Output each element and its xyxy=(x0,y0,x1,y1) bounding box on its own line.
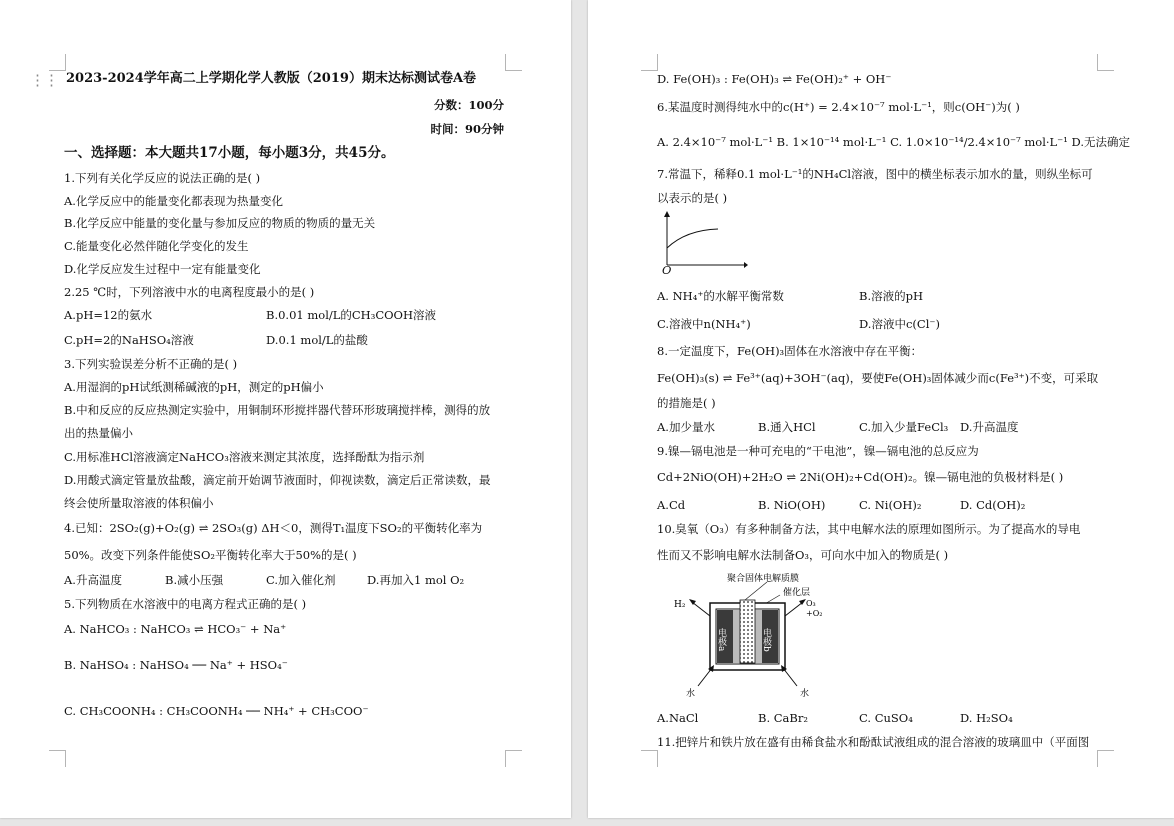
question-3: 3.下列实验误差分析不正确的是( ) xyxy=(64,357,238,371)
option-line: C.用标准HCl溶液滴定NaHCO₃溶液来测定其浓度，选择酚酞为指示剂 xyxy=(64,450,425,464)
time-label: 时间：90分钟 xyxy=(430,122,504,136)
graph-origin-label: O xyxy=(662,263,672,277)
h2-outlet xyxy=(692,602,710,616)
dilution-graph xyxy=(658,210,748,276)
o2-label: +O₂ xyxy=(806,609,823,618)
option-b: B.0.01 mol/L的CH₃COOH溶液 xyxy=(266,308,437,322)
option-c: C. Ni(OH)₂ xyxy=(859,498,922,512)
water-label-left: 水 xyxy=(686,689,696,699)
margin-corner-mark xyxy=(641,750,658,767)
option-line: B.化学反应中能量的变化量与参加反应的物质的物质的量无关 xyxy=(64,216,376,230)
option-d: D.再加入1 mol O₂ xyxy=(367,573,465,587)
option-c: C.溶液中n(NH₄⁺) xyxy=(657,317,751,331)
drag-handle-icon[interactable]: ⋮⋮ xyxy=(30,71,58,89)
margin-corner-mark xyxy=(1097,54,1114,71)
option-b: B.通入HCl xyxy=(758,420,816,434)
document-page-2 xyxy=(588,0,1174,818)
catalyst-layer-left xyxy=(733,610,740,663)
question-7-cont: 以表示的是( ) xyxy=(657,191,728,205)
option-b: B.减小压强 xyxy=(165,573,224,587)
option-b: B. NaHSO₄ : NaHSO₄ ── Na⁺ + HSO₄⁻ xyxy=(64,658,288,672)
option-d: D. H₂SO₄ xyxy=(960,711,1013,725)
electrolysis-diagram xyxy=(670,568,840,704)
document-page-1 xyxy=(0,0,571,818)
trend-curve xyxy=(667,229,718,248)
question-5: 5.下列物质在水溶液中的电离方程式正确的是( ) xyxy=(64,597,307,611)
option-line: B.中和反应的反应热测定实验中，用铜制环形搅拌器代替环形玻璃搅拌棒，测得的放 xyxy=(64,403,491,417)
option-c: C.加入催化剂 xyxy=(266,573,336,587)
o3-outlet xyxy=(785,602,803,616)
question-7: 7.常温下，稀释0.1 mol·L⁻¹的NH₄Cl溶液，图中的横坐标表示加水的量，则纵坐标可 xyxy=(657,167,1093,181)
water-inlet-left xyxy=(698,668,712,686)
h2-label: H₂ xyxy=(674,600,686,610)
margin-corner-mark xyxy=(505,54,522,71)
question-6-options: A. 2.4×10⁻⁷ mol·L⁻¹ B. 1×10⁻¹⁴ mol·L⁻¹ C. 1.0×10⁻¹⁴/2.4×10⁻⁷ mol·L⁻¹ D.无法确定 xyxy=(657,135,1130,149)
margin-corner-mark xyxy=(1097,750,1114,767)
question-4-cont: 50%。改变下列条件能使SO₂平衡转化率大于50%的是( ) xyxy=(64,548,357,562)
question-10-cont: 性而又不影响电解水法制备O₃，可向水中加入的物质是( ) xyxy=(657,548,949,562)
question-4: 4.已知：2SO₂(g)+O₂(g) ⇌ 2SO₃(g) ΔH＜0，测得T₁温度下SO₂的平衡转化率为 xyxy=(64,521,483,535)
question-2: 2.25 ℃时，下列溶液中水的电离程度最小的是( ) xyxy=(64,285,315,299)
option-line: 出的热量偏小 xyxy=(64,426,133,440)
electrode-b-label: 电极b xyxy=(761,628,771,652)
water-label-right: 水 xyxy=(800,689,810,699)
question-8-cont: 的措施是( ) xyxy=(657,396,716,410)
margin-corner-mark xyxy=(505,750,522,767)
option-a: A.pH=12的氨水 xyxy=(64,308,153,322)
option-a: A.加少量水 xyxy=(657,420,715,434)
option-line: D.用酸式滴定管量放盐酸，滴定前开始调节液面时，仰视读数，滴定后正常读数，最 xyxy=(64,473,491,487)
option-c: C. CH₃COONH₄ : CH₃COONH₄ ── NH₄⁺ + CH₃COO⁻ xyxy=(64,704,369,718)
polymer-membrane xyxy=(740,600,755,663)
option-d: D.溶液中c(Cl⁻) xyxy=(859,317,940,331)
option-d: D. Cd(OH)₂ xyxy=(960,498,1026,512)
option-b: B. CaBr₂ xyxy=(758,711,808,725)
margin-corner-mark xyxy=(49,54,66,71)
option-line: C.能量变化必然伴随化学变化的发生 xyxy=(64,239,249,253)
question-1: 1.下列有关化学反应的说法正确的是( ) xyxy=(64,171,261,185)
option-line: A.用湿润的pH试纸测稀碱液的pH，测定的pH偏小 xyxy=(64,380,324,394)
question-8: 8.一定温度下，Fe(OH)₃固体在水溶液中存在平衡： xyxy=(657,344,923,358)
option-d: D.0.1 mol/L的盐酸 xyxy=(266,333,368,347)
question-8-equation: Fe(OH)₃(s) ⇌ Fe³⁺(aq)+3OH⁻(aq)，要使Fe(OH)₃固体减少而c(Fe³⁺)不变，可采取 xyxy=(657,371,1099,385)
question-9: 9.镍—镉电池是一种可充电的“干电池”，镍—镉电池的总反应为 xyxy=(657,444,979,458)
option-line: A.化学反应中的能量变化都表现为热量变化 xyxy=(64,194,283,208)
option-a: A.NaCl xyxy=(657,711,699,725)
question-10: 10.臭氧（O₃）有多种制备方法，其中电解水法的原理如图所示。为了提高水的导电 xyxy=(657,522,1081,536)
option-c: C.加入少量FeCl₃ xyxy=(859,420,949,434)
option-d: D. Fe(OH)₃ : Fe(OH)₃ ⇌ Fe(OH)₂⁺ + OH⁻ xyxy=(657,72,892,86)
o3-label: O₃ xyxy=(806,599,816,608)
margin-corner-mark xyxy=(641,54,658,71)
x-axis-arrow xyxy=(744,262,748,268)
option-line: D.化学反应发生过程中一定有能量变化 xyxy=(64,262,261,276)
score-label: 分数：100分 xyxy=(433,98,504,112)
page-title: 2023-2024学年高二上学期化学人教版（2019）期末达标测试卷A卷 xyxy=(66,71,477,86)
option-a: A. NH₄⁺的水解平衡常数 xyxy=(657,289,784,303)
option-a: A. NaHCO₃ : NaHCO₃ ⇌ HCO₃⁻ + Na⁺ xyxy=(64,622,287,636)
option-a: A.Cd xyxy=(657,498,686,512)
section-heading: 一、选择题：本大题共17小题，每小题3分，共45分。 xyxy=(64,145,395,161)
option-c: C. CuSO₄ xyxy=(859,711,913,725)
water-inlet-right xyxy=(783,668,797,686)
question-6: 6.某温度时测得纯水中的c(H⁺) = 2.4×10⁻⁷ mol·L⁻¹，则c(OH⁻)为( ) xyxy=(657,100,1020,114)
question-9-equation: Cd+2NiO(OH)+2H₂O ⇌ 2Ni(OH)₂+Cd(OH)₂。镍—镉电池的负极材料是( ) xyxy=(657,470,1064,484)
option-b: B.溶液的pH xyxy=(859,289,923,303)
margin-corner-mark xyxy=(49,750,66,767)
y-axis-arrow xyxy=(664,211,670,217)
option-b: B. NiO(OH) xyxy=(758,498,826,512)
catalyst-label: 催化层 xyxy=(783,588,811,598)
option-d: D.升高温度 xyxy=(960,420,1019,434)
membrane-pointer xyxy=(745,582,767,600)
electrode-a-label: 电极a xyxy=(716,628,726,652)
option-line: 终会使所量取溶液的体积偏小 xyxy=(64,496,214,510)
question-11: 11.把锌片和铁片放在盛有由稀食盐水和酚酞试液组成的混合溶液的玻璃皿中（平面图 xyxy=(657,735,1090,749)
option-c: C.pH=2的NaHSO₄溶液 xyxy=(64,333,194,347)
option-a: A.升高温度 xyxy=(64,573,122,587)
membrane-label: 聚合固体电解质膜 xyxy=(727,574,800,584)
